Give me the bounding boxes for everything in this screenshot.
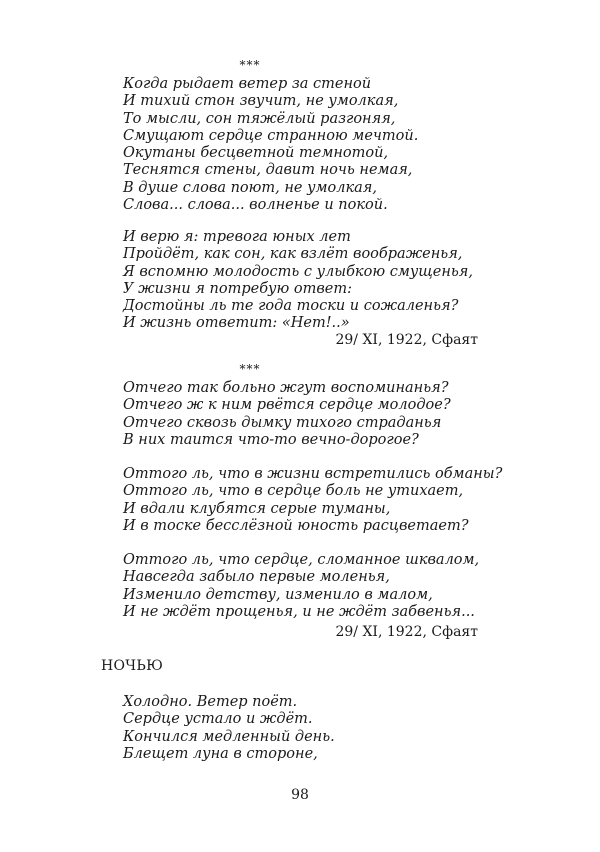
poem-line: Кончился медленный день. — [123, 728, 335, 745]
poem-line: Пройдёт, как сон, как взлёт воображенья, — [123, 246, 463, 263]
poem-line: То мысли, сон тяжёлый разгоняя, — [123, 110, 396, 127]
poem-line: Отчего ж к ним рвётся сердце молодое? — [123, 397, 451, 414]
page-number: 98 — [291, 787, 309, 803]
poem2-stanza-3 — [123, 552, 479, 621]
poem-line: И жизнь ответит: «Нет!..» — [123, 315, 350, 332]
poem-line: Холодно. Ветер поёт. — [123, 694, 298, 710]
poem-line: Сердце устало и ждёт. — [123, 711, 313, 728]
poem-signature: 29/ XI, 1922, Сфаят — [335, 332, 478, 348]
poem1-stanza-1 — [123, 76, 418, 214]
section-separator: *** — [239, 362, 261, 376]
poem-line: Оттого ль, что в жизни встретились обманы? — [123, 466, 503, 482]
poem-title: НОЧЬЮ — [101, 658, 164, 674]
poem-line: И верю я: тревога юных лет — [123, 229, 351, 245]
poem-line: Изменило детству, изменило в малом, — [123, 586, 433, 603]
poem-line: Когда рыдает ветер за стеной — [123, 76, 372, 92]
poem1-stanza-2 — [123, 229, 473, 333]
poem-line: Я вспомню молодость с улыбкою смущенья, — [123, 263, 474, 280]
poem-line: Слова... слова... волненье и покой. — [123, 197, 388, 214]
poem-line: И тихий стон звучит, не умолкая, — [123, 93, 399, 110]
poem-line: В душе слова поют, не умолкая, — [123, 179, 378, 196]
section-separator: *** — [239, 58, 261, 72]
poem-line: И в тоске бесслёзной юность расцветает? — [123, 517, 469, 534]
poem-line: Блещет луна в стороне, — [123, 745, 318, 762]
poem-line: У жизни я потребую ответ: — [123, 280, 352, 297]
poem-line: В них таится что-то вечно-дорогое? — [123, 431, 419, 448]
poem-line: Теснятся стены, давит ночь немая, — [123, 162, 413, 179]
poem2-stanza-1 — [123, 380, 451, 449]
poem-line: И вдали клубятся серые туманы, — [123, 500, 391, 517]
poem-line: Навсегда забыло первые моленья, — [123, 569, 390, 586]
poem-line: Достойны ль те года тоски и сожаленья? — [123, 298, 459, 315]
poem-line: И не ждёт прощенья, и не ждёт забвенья... — [123, 603, 475, 620]
poem-line: Отчего так больно жгут воспоминанья? — [123, 380, 449, 396]
poem2-stanza-2 — [123, 466, 502, 535]
poem3-stanza-1 — [123, 694, 335, 763]
poem-line: Оттого ль, что в сердце боль не утихает, — [123, 483, 464, 500]
poem-signature: 29/ XI, 1922, Сфаят — [335, 624, 478, 640]
poem-line: Оттого ль, что сердце, сломанное шквалом, — [123, 552, 480, 568]
poem-line: Окутаны бесцветной темнотой, — [123, 145, 389, 162]
poem-line: Смущают сердце странною мечтой. — [123, 127, 419, 144]
poem-line: Отчего сквозь дымку тихого страданья — [123, 414, 442, 431]
